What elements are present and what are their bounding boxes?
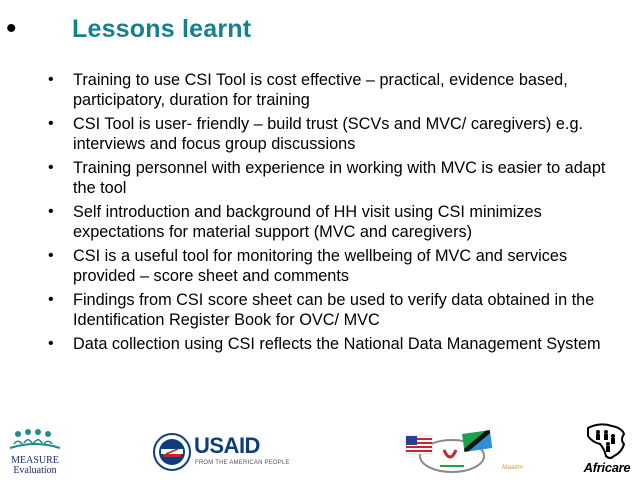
- bullet-item: • Training to use CSI Tool is cost effective – practical, evidence based, participatory, duration for training: [46, 70, 621, 110]
- measure-evaluation-logo: [4, 428, 64, 478]
- usaid-logo-tagline: FROM THE AMERICAN PEOPLE: [195, 460, 290, 466]
- title-bullet: •: [6, 12, 17, 45]
- flags-ribbon-icon: [400, 430, 500, 476]
- flags-emblem: [400, 430, 500, 476]
- measure-logo-line1: MEASURE: [11, 455, 59, 466]
- bullet-item: • Findings from CSI score sheet can be used to verify data obtained in the Identification Register Book for OVC/ MVC: [46, 290, 621, 330]
- bullet-list: [46, 70, 621, 358]
- usaid-logo-word: USAID: [194, 433, 260, 458]
- bullet-item: • Self introduction and background of HH visit using CSI minimizes expectations for material support (MVC and caregivers): [46, 202, 621, 242]
- measure-logo-line2: Evaluation: [13, 465, 57, 476]
- bullet-item: • CSI Tool is user- friendly – build trust (SCVs and MVC/ caregivers) e.g. interviews and focus group discussions: [46, 114, 621, 154]
- bullet-item: • Data collection using CSI reflects the National Data Management System: [46, 334, 621, 354]
- bullet-item: • Training personnel with experience in working with MVC is easier to adapt the tool: [46, 158, 621, 198]
- usaid-logo: [152, 432, 302, 472]
- africare-logo-word: Africare: [583, 460, 631, 475]
- measure-people-icon: [4, 428, 66, 456]
- slide-title: Lessons learnt: [72, 15, 252, 43]
- africare-logo: [578, 422, 636, 478]
- usaid-seal-icon: [152, 432, 192, 472]
- africa-map-icon: [578, 422, 636, 462]
- footer-logos: [0, 418, 638, 478]
- maalim-text: Maalim: [502, 464, 523, 471]
- bullet-item: • CSI is a useful tool for monitoring the wellbeing of MVC and services provided – score sheet and comments: [46, 246, 621, 286]
